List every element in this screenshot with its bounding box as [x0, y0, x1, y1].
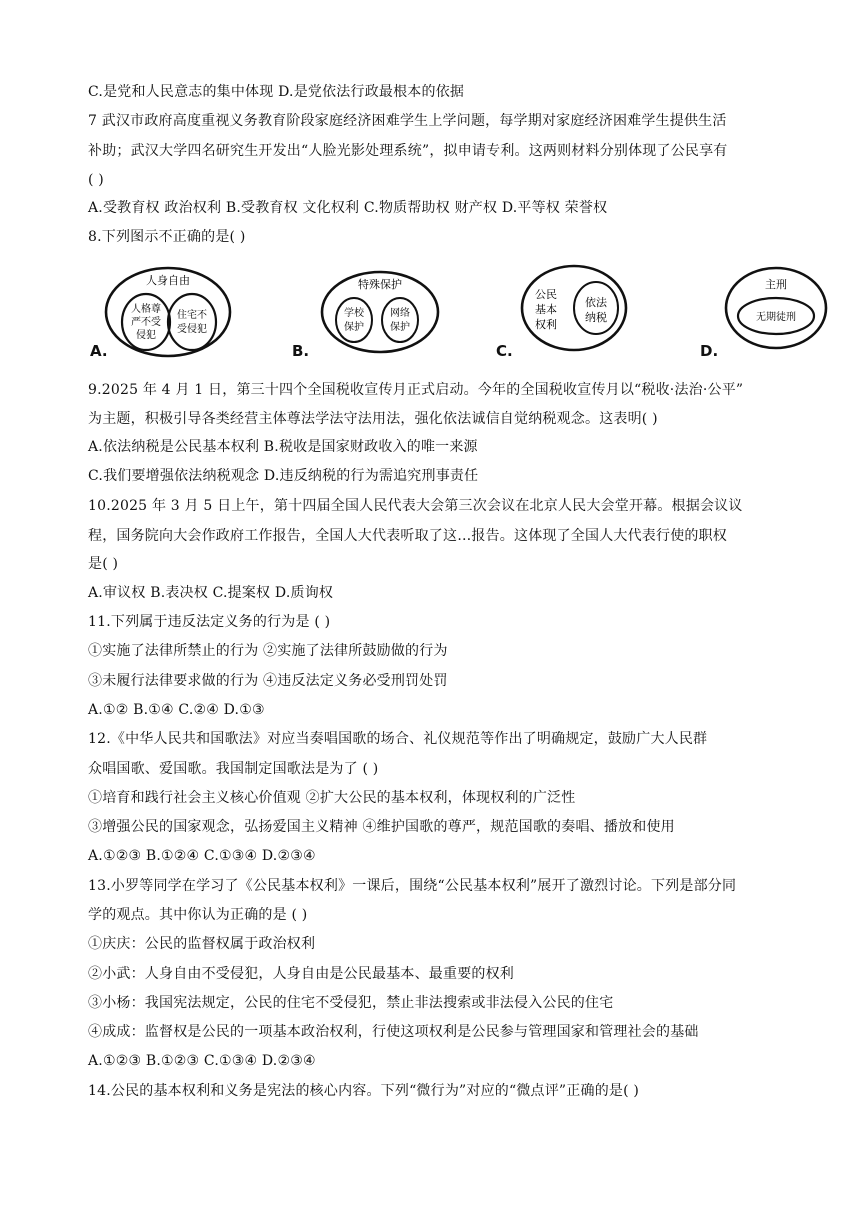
diagram-b-letter: B. [292, 342, 310, 360]
q11-statements-34: ③未履行法律要求做的行为 ④违反法定义务必受刑罚处罚 [88, 673, 448, 689]
q13-statement-1: ①庆庆：公民的监督权属于政治权利 [88, 936, 316, 952]
q12-stem-line1: 12.《中华人民共和国歌法》对应当奏唱国歌的场合、礼仪规范等作出了明确规定，鼓励广大人民群 [88, 731, 708, 747]
q10-stem-line3: 是( ) [88, 556, 119, 572]
diagram-d [722, 262, 832, 354]
diagram-a-right-2: 受侵犯 [177, 324, 207, 335]
diagram-d-outer-label: 主刑 [765, 278, 787, 291]
q12-stem-line2: 众唱国歌、爱国歌。我国制定国歌法是为了 ( ) [88, 761, 379, 777]
diagram-c-left-1: 公民 [535, 288, 557, 301]
q12-options: A.①②③ B.①②④ C.①③④ D.②③④ [88, 848, 316, 864]
diagram-a-left-1: 人格尊 [131, 304, 161, 315]
q9-stem-line2: 为主题，积极引导各类经营主体尊法学法守法用法，强化依法诚信自觉纳税观念。这表明( ) [88, 411, 658, 427]
diagram-a [84, 264, 244, 364]
q10-stem-line2: 程，国务院向大会作政府工作报告，全国人大代表听取了这…报告。这体现了全国人大代表行使的职权 [88, 528, 727, 544]
diagram-b [316, 266, 446, 358]
diagram-a-left-2: 严不受 [131, 317, 161, 328]
q13-statement-4: ④成成：监督权是公民的一项基本政治权利，行使这项权利是公民参与管理国家和管理社会的基础 [88, 1024, 699, 1040]
q13-statement-3: ③小杨：我国宪法规定，公民的住宅不受侵犯，禁止非法搜索或非法侵入公民的住宅 [88, 995, 614, 1011]
q13-stem-line1: 13.小罗等同学在学习了《公民基本权利》一课后，围绕“公民基本权利”展开了激烈讨论。下列是部分同 [88, 878, 737, 894]
diagram-c-left-2: 基本 [535, 303, 557, 316]
diagram-c-right-1: 依法 [585, 296, 607, 309]
diagram-a-outer-label: 人身自由 [146, 274, 190, 287]
q7-options: A.受教育权 政治权利 B.受教育权 文化权利 C.物质帮助权 财产权 D.平等权 荣誉权 [88, 200, 608, 216]
diagram-c [514, 260, 634, 356]
diagram-d-inner-label: 无期徒刑 [756, 312, 796, 323]
q12-statements-12: ①培育和践行社会主义核心价值观 ②扩大公民的基本权利，体现权利的广泛性 [88, 790, 576, 806]
diagram-b-right-1: 网络 [390, 308, 410, 319]
q11-statements-12: ①实施了法律所禁止的行为 ②实施了法律所鼓励做的行为 [88, 643, 448, 659]
q13-stem-line2: 学的观点。其中你认为正确的是 ( ) [88, 907, 308, 923]
q7-stem-line3: ( ) [88, 172, 104, 188]
q11-stem: 11.下列属于违反法定义务的行为是 ( ) [88, 614, 331, 630]
diagram-b-left-1: 学校 [344, 308, 364, 319]
q9-options-ab: A.依法纳税是公民基本权利 B.税收是国家财政收入的唯一来源 [88, 439, 478, 455]
q13-options: A.①②③ B.①②③ C.①③④ D.②③④ [88, 1053, 316, 1069]
q6-options-cd: C.是党和人民意志的集中体现 D.是党依法行政最根本的依据 [88, 84, 465, 100]
q7-stem-line1: 7 武汉市政府高度重视义务教育阶段家庭经济困难学生上学问题，每学期对家庭经济困难学生提供生活 [88, 113, 727, 129]
q9-stem-line1: 9.2025 年 4 月 1 日，第三十四个全国税收宣传月正式启动。今年的全国税收宣传月以“税收·法治·公平” [88, 382, 744, 398]
diagram-c-right-2: 纳税 [585, 311, 607, 324]
diagram-b-left-2: 保护 [344, 322, 364, 333]
q10-stem-line1: 10.2025 年 3 月 5 日上午，第十四届全国人民代表大会第三次会议在北京人民大会堂开幕。根据会议议 [88, 498, 743, 514]
q14-stem: 14.公民的基本权利和义务是宪法的核心内容。下列“微行为”对应的“微点评”正确的是( ) [88, 1083, 640, 1099]
diagram-a-letter: A. [90, 342, 108, 360]
diagram-d-letter: D. [700, 342, 719, 360]
q10-options: A.审议权 B.表决权 C.提案权 D.质询权 [88, 585, 334, 601]
diagram-a-right-1: 住宅不 [177, 310, 207, 321]
diagram-c-letter: C. [496, 342, 513, 360]
diagram-c-left-3: 权利 [535, 318, 557, 331]
q7-stem-line2: 补助；武汉大学四名研究生开发出“人脸光影处理系统”，拟申请专利。这两则材料分别体现了公民享有 [88, 143, 728, 159]
diagram-b-right-2: 保护 [390, 322, 410, 333]
q12-statements-34: ③增强公民的国家观念，弘扬爱国主义精神 ④维护国歌的尊严，规范国歌的奏唱、播放和使用 [88, 819, 675, 835]
diagram-a-left-3: 侵犯 [136, 330, 156, 341]
q13-statement-2: ②小武：人身自由不受侵犯，人身自由是公民最基本、最重要的权利 [88, 966, 514, 982]
q8-stem: 8.下列图示不正确的是( ) [88, 229, 246, 245]
q9-options-cd: C.我们要增强依法纳税观念 D.违反纳税的行为需追究刑事责任 [88, 468, 479, 484]
q11-options: A.①② B.①④ C.②④ D.①③ [88, 702, 265, 718]
diagram-b-outer-label: 特殊保护 [358, 278, 402, 291]
